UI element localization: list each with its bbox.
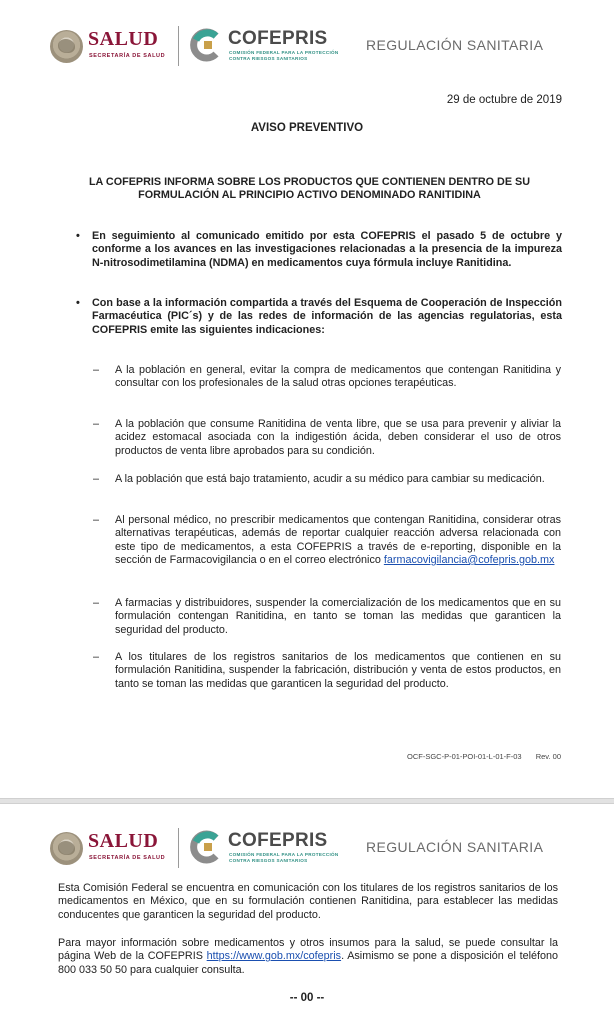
mexico-seal-icon xyxy=(50,832,83,865)
email-link[interactable]: farmacovigilancia@cofepris.gob.mx xyxy=(383,553,555,566)
cofepris-logo-text: COFEPRIS xyxy=(228,830,328,851)
document-page-2 xyxy=(0,804,614,1024)
letterhead xyxy=(50,26,570,66)
letterhead xyxy=(50,828,570,868)
indication-text: Al personal médico, no prescribir medicamentos que contengan Ranitidina, considerar otras alternativas terapéuticas, además de reportar cualquier reacción adversa relacionada con este tipo de medicamentos, a esta COFEPRIS a través de e-reporting, disponible en la sección de Farmacovigilancia o en el correo electrónico xyxy=(115,514,561,566)
salud-subtitle: SECRETARÍA DE SALUD xyxy=(89,855,166,861)
indication-item xyxy=(93,364,561,391)
indication-item xyxy=(93,597,561,637)
dash-marker: – xyxy=(93,364,100,376)
document-footer-code xyxy=(407,752,561,761)
cofepris-subtitle: COMISIÓN FEDERAL PARA LA PROTECCIÓN CONTRA RIESGOS SANITARIOS xyxy=(229,50,339,61)
indication-text: A la población en general, evitar la compra de medicamentos que contengan Ranitidina y consultar con los profesionales de la salud otras opciones terapéuticas. xyxy=(115,364,561,390)
regulacion-sanitaria-label: REGULACIÓN SANITARIA xyxy=(366,37,544,53)
dash-marker: – xyxy=(93,514,100,526)
contact-text: Para mayor información sobre medicamentos y otros insumos para la salud, se puede consultar la página Web de la COFEPRIS xyxy=(58,937,558,963)
bullet-dot: • xyxy=(76,230,80,242)
bullet-text: Con base a la información compartida a través del Esquema de Cooperación de Inspección Farmacéutica (PIC´s) y de las redes de información de las agencias regulatorias, esta COFEPRIS emite las siguientes indicaciones: xyxy=(92,297,562,336)
cofepris-logo-text: COFEPRIS xyxy=(228,28,328,49)
dash-marker: – xyxy=(93,418,100,430)
bullet-text: En seguimiento al comunicado emitido por esta COFEPRIS el pasado 5 de octubre y conforme a los avances en las investigaciones relacionadas a la presencia de la impureza N-nitrosodimetilamina (NDMA) en medicamentos cuya fórmula incluye Ranitidina. xyxy=(92,230,562,269)
bullet-dot: • xyxy=(76,297,80,309)
contact-text-end: . Asimismo se pone a disposición el teléfono 800 033 50 50 para cualquier consulta. xyxy=(58,950,559,976)
regulacion-sanitaria-label: REGULACIÓN SANITARIA xyxy=(366,839,544,855)
mexico-seal-icon xyxy=(50,30,83,63)
indication-text: A farmacias y distribuidores, suspender la comercialización de los medicamentos que en su formulación contengan Ranitidina, en tanto se toman las medidas que garanticen la seguridad del producto. xyxy=(115,597,561,636)
salud-subtitle: SECRETARÍA DE SALUD xyxy=(89,53,166,59)
indication-text: A la población que consume Ranitidina de venta libre, que se usa para prevenir y aliviar la acidez estomacal asociada con la indigestión ácida, deben considerar el uso de otros productos de venta libre aprobados para su condición. xyxy=(115,418,561,457)
document-headline: LA COFEPRIS INFORMA SOBRE LOS PRODUCTOS QUE CONTIENEN DENTRO DE SU FORMULACIÓN AL PRINCIPIO ACTIVO DENOMINADO RANITIDINA xyxy=(88,176,531,201)
salud-logo-text: SALUD xyxy=(88,830,159,852)
indication-item xyxy=(93,418,561,458)
bullet-item xyxy=(76,230,562,270)
salud-logo-text: SALUD xyxy=(88,28,159,50)
header-divider xyxy=(178,26,179,66)
dash-marker: – xyxy=(93,597,100,609)
document-title: AVISO PREVENTIVO xyxy=(250,122,364,134)
dash-marker: – xyxy=(93,473,100,485)
indication-text: A los titulares de los registros sanitarios de los medicamentos que contienen en su formulación Ranitidina, suspender la fabricación, distribución y venta de estos productos, en tanto se toman las medidas que garanticen la seguridad del producto. xyxy=(115,651,561,690)
document-code: OCF-SGC-P-01-POI-01-L-01-F-03 xyxy=(407,752,522,761)
document-revision: Rev. 00 xyxy=(535,752,561,761)
bullet-item xyxy=(76,297,562,337)
indication-text: A la población que está bajo tratamiento, acudir a su médico para cambiar su medicación. xyxy=(115,473,545,485)
page-end-marker: -- 00 -- xyxy=(289,992,325,1004)
contact-paragraph xyxy=(58,937,558,977)
document-date: 29 de octubre de 2019 xyxy=(446,94,562,106)
cofepris-logo-icon xyxy=(190,830,224,864)
indication-item xyxy=(93,651,561,691)
cofepris-subtitle: COMISIÓN FEDERAL PARA LA PROTECCIÓN CONTRA RIESGOS SANITARIOS xyxy=(229,852,339,863)
cofepris-logo-icon xyxy=(190,28,224,62)
closing-paragraph: Esta Comisión Federal se encuentra en comunicación con los titulares de los registros sanitarios de los medicamentos en México, que en su formulación contienen Ranitidina, para establecer las medidas conducentes que garanticen la seguridad del producto. xyxy=(58,882,558,921)
indication-item xyxy=(93,514,561,567)
dash-marker: – xyxy=(93,651,100,663)
cofepris-web-link[interactable]: https://www.gob.mx/cofepris xyxy=(206,950,342,963)
header-divider xyxy=(178,828,179,868)
indication-item xyxy=(93,473,561,486)
